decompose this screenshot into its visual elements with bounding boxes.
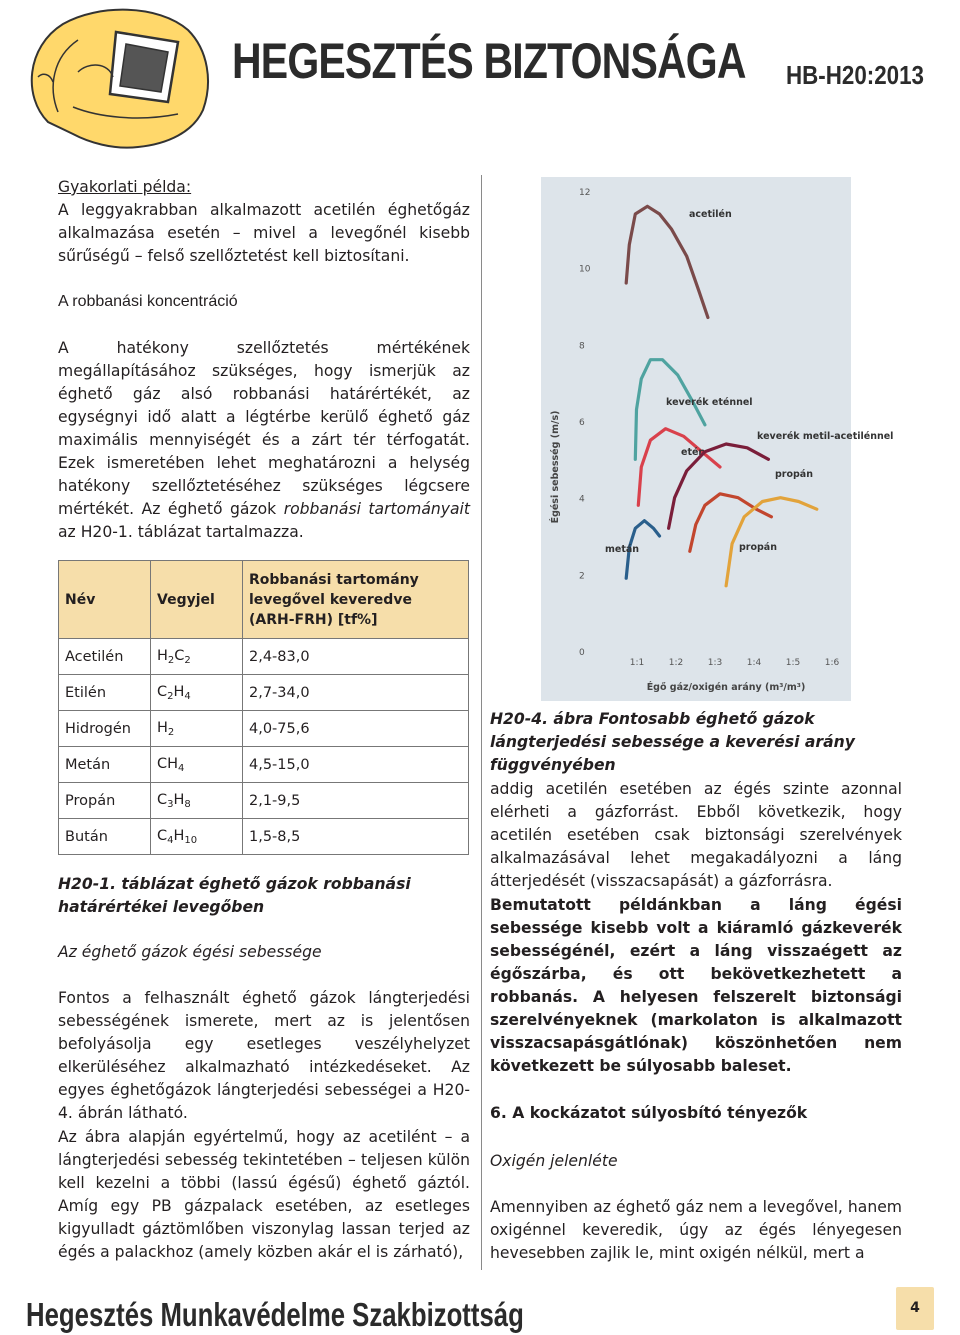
cell-symbol: [151, 639, 243, 675]
y-tick-label: 4: [579, 494, 585, 505]
symbol-subscript: 3: [167, 798, 174, 810]
paragraph-text: A hatékony szellőztetés mértékének megállapításához szükséges, hogy ismerjük az éghető gáz alsó robbanási határértékét, az egységnyi idő alatt a légtérbe kerülő éghető gáz maximális mennyiségét és a zárt tér térfogatát. Ezek ismeretében lehet meghatározni a helység hatékony szellőztetéséhez szükséges légcsere mértékét. Az éghető gázok: [58, 339, 470, 518]
cell-symbol: [151, 819, 243, 855]
x-tick-label: 1:2: [668, 658, 684, 668]
cell-name: Hidrogén: [59, 711, 151, 747]
symbol-element: H: [157, 647, 168, 664]
cell-range: 1,5-8,5: [243, 819, 469, 855]
table-header-row: [59, 561, 469, 639]
symbol-element: CH: [157, 755, 179, 772]
symbol-element: H: [173, 791, 185, 808]
cell-symbol: [151, 783, 243, 819]
symbol-element: H: [173, 683, 185, 700]
symbol-element: C: [157, 827, 168, 844]
cell-name: Etilén: [59, 675, 151, 711]
series-label: propán: [775, 469, 813, 480]
cell-symbol: [151, 675, 243, 711]
table-row: [59, 819, 469, 855]
column-divider: [481, 175, 482, 1270]
cell-name: Metán: [59, 747, 151, 783]
example-label: Gyakorlati példa:: [58, 178, 192, 196]
paragraph-text-end: az H20-1. táblázat tartalmazza.: [58, 523, 304, 541]
y-tick-label: 2: [579, 571, 585, 582]
y-tick-label: 12: [579, 188, 591, 198]
paragraph-oxygen: Amennyiben az éghető gáz nem a levegővel, hanem oxigénnel keveredik, úgy az égés lényegesen hevesebben zajlik le, mint oxigén nélkül, mert a: [490, 1198, 902, 1262]
series-label: acetilén: [689, 209, 732, 220]
subheading-explosion-concentration: A robbanási koncentráció: [58, 293, 238, 310]
paragraph-acetylene-continued: addig acetilén esetében az égés szinte azonnal elérheti a gázforrást. Ebből következik, hogy acetilén esetében csak biztonsági szerelvények alkalmazásával lehet megakadályozni a láng átterjedését (visszacsapását) a gázforrásra.: [490, 780, 902, 890]
cell-range: 4,0-75,6: [243, 711, 469, 747]
welding-helmet-logo: [18, 2, 218, 152]
example-text: A leggyakrabban alkalmazott acetilén éghetőgáz alkalmazása esetén – mivel a levegőnél kisebb sűrűségű – felső szellőztetést kell biztosítani.: [58, 201, 470, 265]
symbol-element: H: [173, 827, 185, 844]
symbol-element: C: [174, 647, 185, 664]
subheading-oxygen: Oxigén jelenléte: [490, 1152, 618, 1170]
section-title-risk-factors: 6. A kockázatot súlyosbító tényezők: [490, 1104, 808, 1122]
table-row: [59, 639, 469, 675]
column-header-name: Név: [59, 561, 151, 639]
column-header-symbol: Vegyjel: [151, 561, 243, 639]
table-row: [59, 783, 469, 819]
symbol-element: C: [157, 683, 168, 700]
x-tick-label: 1:3: [707, 658, 723, 668]
page-number: 4: [896, 1287, 934, 1330]
document-code: HB-H20:2013: [786, 60, 924, 90]
symbol-element: C: [157, 791, 168, 808]
symbol-subscript: 4: [184, 690, 191, 702]
symbol-subscript: 2: [167, 654, 175, 666]
cell-range: 2,4-83,0: [243, 639, 469, 675]
symbol-subscript: 2: [167, 690, 174, 702]
flame-speed-chart: [541, 177, 894, 701]
paragraph-italic-term: robbanási tartományait: [283, 500, 470, 518]
cell-name: Acetilén: [59, 639, 151, 675]
table-caption: H20-1. táblázat éghető gázok robbanási határértékei levegőben: [58, 875, 411, 916]
x-tick-label: 1:5: [785, 658, 801, 668]
x-tick-label: 1:4: [746, 658, 762, 668]
table-row: [59, 675, 469, 711]
y-tick-label: 6: [579, 418, 585, 428]
paragraph-ventilation: [58, 337, 470, 544]
page-title: HEGESZTÉS BIZTONSÁGA: [232, 33, 746, 89]
cell-range: 4,5-15,0: [243, 747, 469, 783]
explosion-range-table: [58, 560, 469, 855]
y-tick-label: 0: [579, 648, 585, 658]
cell-symbol: [151, 747, 243, 783]
cell-range: 2,1-9,5: [243, 783, 469, 819]
table-row: [59, 711, 469, 747]
series-label: propán: [739, 542, 777, 553]
y-axis-label: Égési sebesség (m/s): [550, 410, 561, 524]
table-row: [59, 747, 469, 783]
symbol-subscript: 4: [178, 762, 185, 774]
y-tick-label: 8: [579, 341, 585, 352]
cell-name: Bután: [59, 819, 151, 855]
column-header-range: Robbanási tartomány levegővel keveredve (ARH-FRH) [tf%]: [243, 561, 469, 639]
series-label: etén: [681, 447, 706, 458]
symbol-subscript: 8: [184, 798, 191, 810]
series-label: keverék eténnel: [666, 397, 753, 408]
symbol-element: H: [157, 719, 168, 736]
symbol-subscript: 2: [167, 726, 175, 738]
x-tick-label: 1:1: [629, 658, 645, 668]
cell-symbol: [151, 711, 243, 747]
cell-range: 2,7-34,0: [243, 675, 469, 711]
x-tick-label: 1:6: [824, 658, 840, 668]
cell-name: Propán: [59, 783, 151, 819]
paragraph-example-bold: Bemutatott példánkban a láng égési sebessége kisebb volt a kiáramló gázkeverék sebességénél, ezért a láng visszaégett az égőszárba, és ott bekövetkezhetett a robbanás. A helyesen felszerelt biztonsági szerelvényeknek (markolaton is alkalmazott visszacsapásgátlónak) köszönhetően nem következett be súlyosabb baleset.: [490, 896, 902, 1075]
symbol-subscript: 2: [184, 654, 191, 666]
footer-organization: Hegesztés Munkavédelme Szakbizottság: [26, 1296, 524, 1333]
series-label: keverék metil-acetilénnel: [757, 431, 894, 442]
example-block: [58, 176, 470, 268]
paragraph-acetylene: Az ábra alapján egyértelmű, hogy az acetilént – a lángterjedési sebesség tekintetében – teljesen külön kell kezelni a többi (lassú égésű) éghető gáztól. Amíg egy PB gázpalack esetében, az esetleges kigyulladt gáztömlőben viszonylag lassan terjed az égés a palackhoz (amely közben akár el is zárható),: [58, 1128, 470, 1261]
figure-caption: H20-4. ábra Fontosabb éghető gázok lángterjedési sebessége a keverési arány függvényében: [490, 710, 855, 774]
series-label: metán: [605, 544, 640, 555]
x-axis-label: Égő gáz/oxigén arány (m³/m³): [646, 682, 806, 693]
y-tick-label: 10: [579, 264, 591, 275]
paragraph-flame-speed: Fontos a felhasznált éghető gázok lángterjedési sebességének ismerete, mert az is jelentősen befolyásolja egy esetleges veszélyhelyzet elkerüléséhez alkalmazható intézkedéseket. Az egyes éghetőgázok lángterjedési sebességei a H20-4. ábrán látható.: [58, 989, 470, 1122]
symbol-subscript: 10: [184, 834, 198, 846]
subheading-burning-speed: Az éghető gázok égési sebessége: [58, 943, 322, 961]
symbol-subscript: 4: [167, 834, 174, 846]
